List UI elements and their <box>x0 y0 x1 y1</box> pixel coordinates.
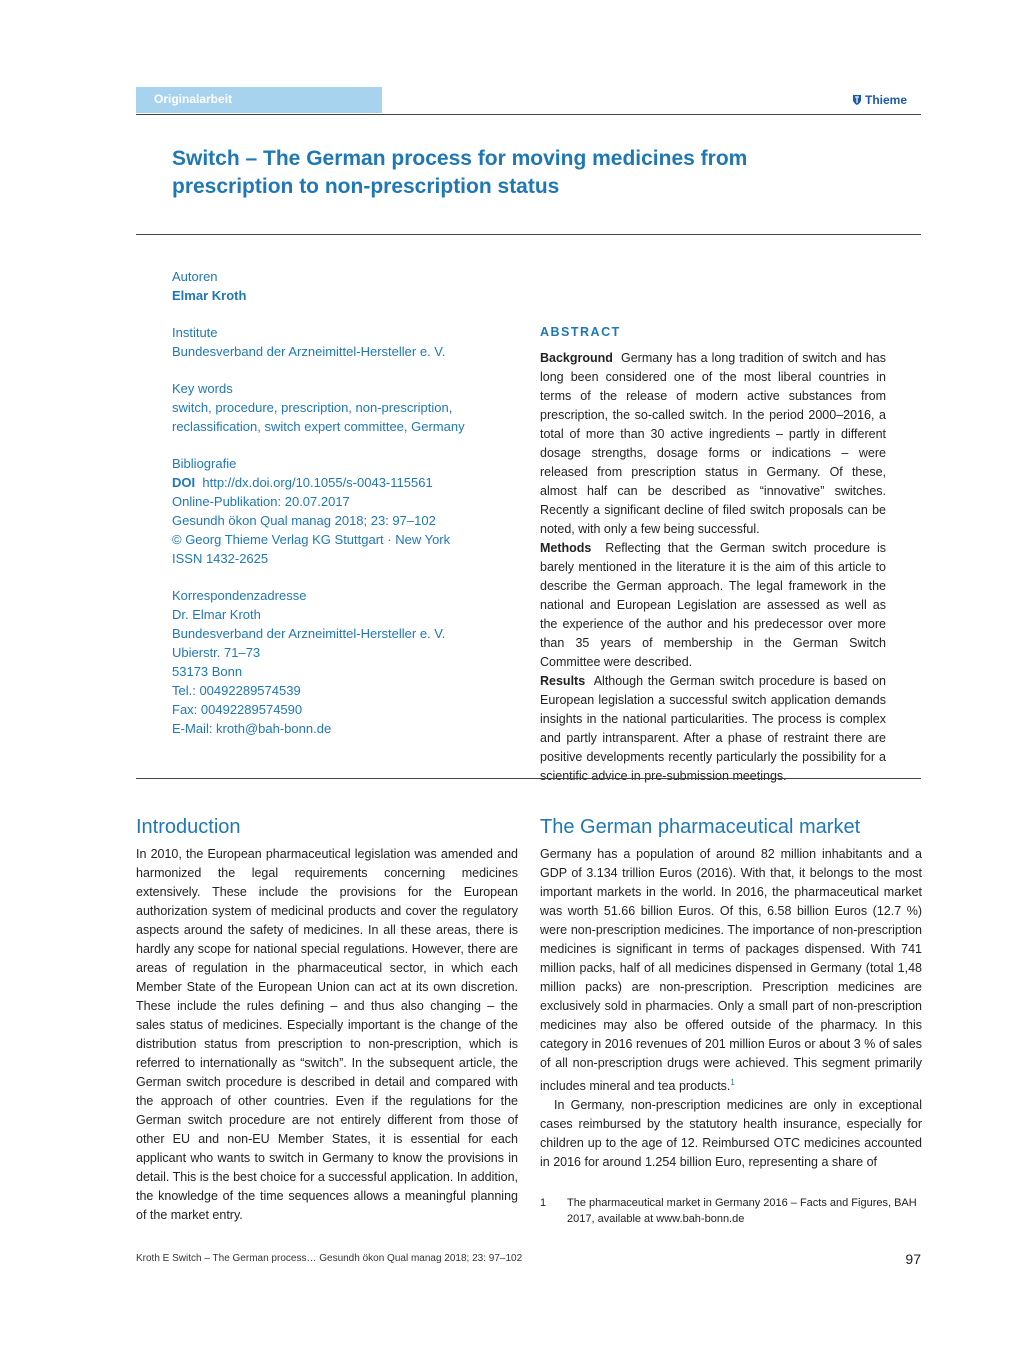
biblio-label: Bibliografie <box>172 456 237 471</box>
institute: Bundesverband der Arzneimittel-Hersteller e. V. <box>172 344 446 359</box>
copyright: © Georg Thieme Verlag KG Stuttgart · New York <box>172 532 451 547</box>
page-number: 97 <box>905 1251 921 1267</box>
methods-text: Reflecting that the German switch procedure is barely mentioned in the literature it is the aim of this article to describe the German approach. The legal framework in the national and European Legislation are assessed as well as the experience of the author and his predecessor over more than 35 years of membership in the German Switch Committee were described. <box>540 541 886 669</box>
abstract-label: ABSTRACT <box>540 325 621 339</box>
abstract <box>540 323 886 786</box>
intro-text: In 2010, the European pharmaceutical legislation was amended and harmonized the legal requirements concerning medicines extensively. These include the provisions for the European authorization system of medicinal products and cover the regulatory aspects around the safety of medicines. In all these areas, there is hardly any scope for national special regulations. However, there are areas of regulation in the pharmaceutical sector, in which each Member State of the European Union can act at its own discretion. These include the rules defining – and thus also changing – the sales status of medicines. Especially important is the change of the distribution status from prescription to non-prescription, which is referred to internationally as “switch”. In the subsequent article, the German switch procedure is described in detail and compared with the approach of other countries. Even if the regulations for the German switch procedure are not entirely different from those of other EU and non-EU Member States, it is essential for each applicant who wants to switch in Germany to know the provisions in detail. This is the best choice for a successful application. In addition, the knowledge of the time sequences allows a meaningful planning of the market entry. <box>136 847 518 1222</box>
results-text: Although the German switch procedure is based on European legislation a successful switch application demands insights in the national particularities. The process is complex and partly intransparent. After a phase of restraint there are positive developments recently particularly the possibility for a scientific advice in pre-submission meetings. <box>540 674 886 783</box>
online-date: Online-Publikation: 20.07.2017 <box>172 494 350 509</box>
header-rule <box>136 114 921 115</box>
results-label: Results <box>540 674 586 688</box>
keywords: switch, procedure, prescription, non-prescription, reclassification, switch expert committee, Germany <box>172 400 465 434</box>
corr-tel: Tel.: 00492289574539 <box>172 683 301 698</box>
corr-street: Ubierstr. 71–73 <box>172 645 261 660</box>
background-label: Background <box>540 351 613 365</box>
journal-ref: Gesundh ökon Qual manag 2018; 23: 97–102 <box>172 513 436 528</box>
correspondence-label: Korrespondenzadresse <box>172 588 307 603</box>
abstract-background <box>540 349 886 539</box>
methods-label: Methods <box>540 541 592 555</box>
footnote-number: 1 <box>540 1197 547 1209</box>
author-name: Elmar Kroth <box>172 288 247 303</box>
footnote <box>540 1195 920 1227</box>
footnote-text: The pharmaceutical market in Germany 2016 – Facts and Figures, BAH 2017, available at www.bah-bonn.de <box>567 1197 917 1225</box>
publisher-logo <box>852 93 907 107</box>
corr-fax: Fax: 00492289574590 <box>172 702 303 717</box>
market-heading: The German pharmaceutical market <box>540 816 861 838</box>
section-tab: Originalarbeit <box>136 87 382 113</box>
market-paragraph-2: In Germany, non-prescription medicines are only in exceptional cases reimbursed by the statutory health insurance, especially for children up to the age of 12. Reimbursed OTC medicines accounted in 2016 for around 1.254 billion Euro, representing a share of <box>540 1098 922 1170</box>
institute-label: Institute <box>172 325 218 340</box>
corr-city: 53173 Bonn <box>172 664 243 679</box>
background-text: Germany has a long tradition of switch and has long been considered one of the most liberal countries in terms of the release of modern active substances from prescription, the so-called switch. In the period 2000–2016, a total of more than 30 active ingredients – partly in different dosage strengths, dosage forms or indications – were released from prescription status in Germany. Of these, almost half can be described as “innovative” switches. Recently a significant decline of filed switch proposals can be noted, with only a few being successful. <box>540 351 886 536</box>
article-meta <box>172 267 512 756</box>
abstract-methods <box>540 539 886 672</box>
issn: ISSN 1432-2625 <box>172 551 269 566</box>
abstract-results <box>540 672 886 786</box>
publisher-name: Thieme <box>864 93 907 107</box>
title-rule <box>136 234 921 235</box>
market-column <box>540 815 922 1172</box>
authors-label: Autoren <box>172 269 218 284</box>
intro-heading: Introduction <box>136 816 241 838</box>
doi-label: DOI <box>172 475 196 490</box>
article-title: Switch – The German process for moving medicines from prescription to non-prescription status <box>172 147 748 198</box>
abstract-rule <box>136 778 921 779</box>
corr-org: Bundesverband der Arzneimittel-Hersteller e. V. <box>172 626 446 641</box>
corr-name: Dr. Elmar Kroth <box>172 607 261 622</box>
doi-link[interactable]: http://dx.doi.org/10.1055/s-0043-115561 <box>202 475 433 490</box>
corr-email[interactable]: E-Mail: kroth@bah-bonn.de <box>172 721 332 736</box>
footnote-ref[interactable]: 1 <box>730 1078 735 1087</box>
market-paragraph-1: Germany has a population of around 82 million inhabitants and a GDP of 3.134 trillion Euros (2016). With that, it belongs to the most important markets in the world. In 2016, the pharmaceutical market was worth 51.66 billion Euros. Of this, 6.58 billion Euros (12.7 %) were non-prescription medicines. The importance of non-prescription medicines is significant in terms of packages dispensed. With 741 million packs, half of all medicines dispensed in Germany (total 1,48 million packs) are non-prescription. Prescription medicines are exclusively sold in pharmacies. Only a small part of non-prescription medicines may also be offered outside of the pharmacy. In this category in 2016 revenues of 201 million Euros or about 3 % of sales of all non-prescription drugs were achieved. This segment primarily includes mineral and tea products. <box>540 847 922 1094</box>
introduction-column <box>136 815 518 1225</box>
thieme-crest-icon <box>852 94 862 106</box>
keywords-label: Key words <box>172 381 233 396</box>
footer-citation: Kroth E Switch – The German process… Gesundh ökon Qual manag 2018; 23: 97–102 <box>136 1253 523 1264</box>
